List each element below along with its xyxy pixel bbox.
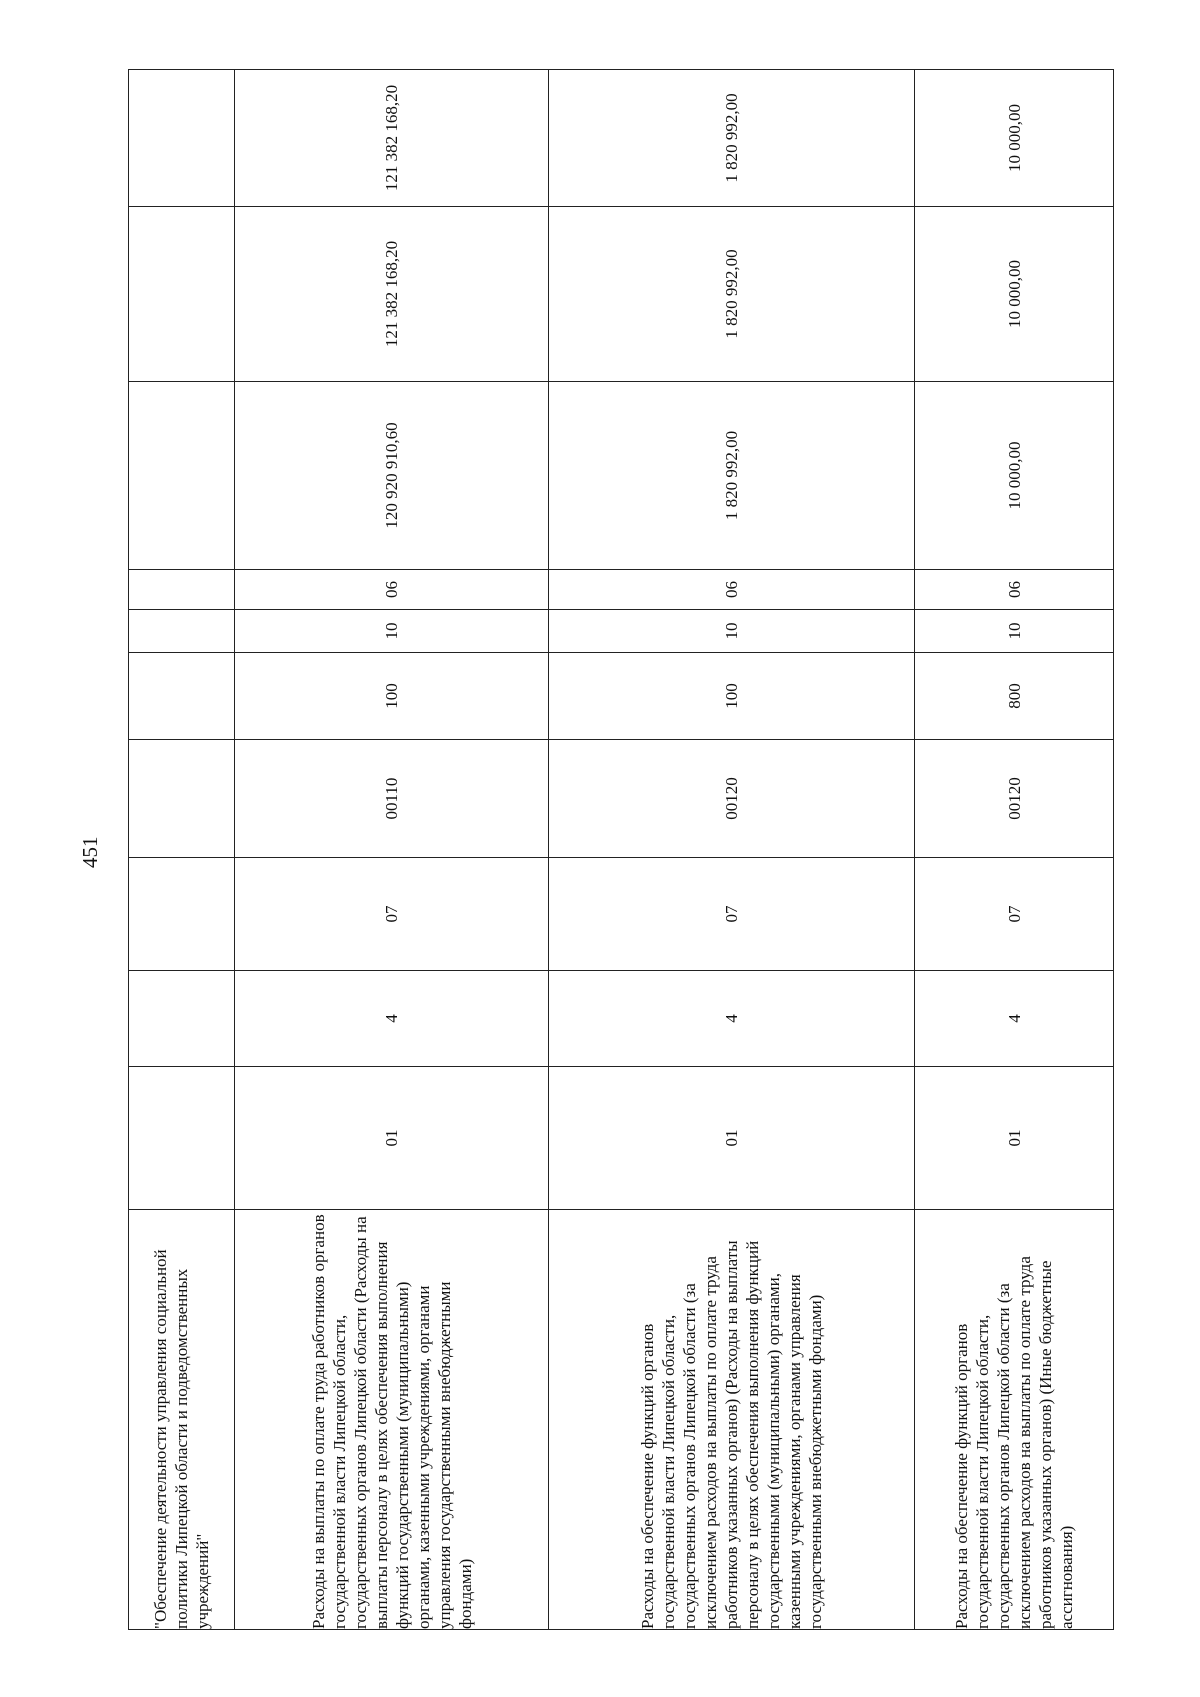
cell-subsection: 06 xyxy=(915,570,1114,610)
cell-description: Расходы на обеспечение функций органов государственной власти Липецкой области, государственных органов Липецкой области (за исключением расходов на выплаты по оплате труда работников указанных органов) (Расходы на выплаты персоналу в целях обеспечения выполнения функций государственными (муниципальными) органами, казенными учреждениями, органами управления государственными внебюджетными фондами) xyxy=(549,1210,915,1630)
cell-subprogram xyxy=(129,971,235,1067)
cell-subprogram: 4 xyxy=(915,971,1114,1067)
cell-main-event: 07 xyxy=(915,858,1114,971)
cell-section: 10 xyxy=(549,610,915,653)
cell-direction: 00120 xyxy=(549,740,915,858)
cell-expense-type: 100 xyxy=(549,653,915,740)
cell-program: 01 xyxy=(915,1067,1114,1210)
cell-amount-3: 10 000,00 xyxy=(915,70,1114,207)
cell-section: 10 xyxy=(915,610,1114,653)
cell-amount-1: 1 820 992,00 xyxy=(549,382,915,570)
cell-amount-1 xyxy=(129,382,235,570)
cell-direction: 00110 xyxy=(235,740,549,858)
cell-amount-2 xyxy=(129,207,235,382)
table-row xyxy=(915,70,1114,1630)
cell-description: Расходы на обеспечение функций органов государственной власти Липецкой области, государственных органов Липецкой области (за исключением расходов на выплаты по оплате труда работников указанных органов) (Иные бюджетные ассигнования) xyxy=(915,1210,1114,1630)
cell-amount-2: 121 382 168,20 xyxy=(235,207,549,382)
cell-main-event: 07 xyxy=(549,858,915,971)
cell-main-event: 07 xyxy=(235,858,549,971)
cell-direction xyxy=(129,740,235,858)
cell-subsection xyxy=(129,570,235,610)
table-row xyxy=(549,70,915,1630)
cell-section xyxy=(129,610,235,653)
cell-subprogram: 4 xyxy=(549,971,915,1067)
cell-amount-1: 10 000,00 xyxy=(915,382,1114,570)
cell-expense-type: 800 xyxy=(915,653,1114,740)
cell-amount-3: 1 820 992,00 xyxy=(549,70,915,207)
cell-program: 01 xyxy=(235,1067,549,1210)
table-row xyxy=(129,70,235,1630)
table-row xyxy=(235,70,549,1630)
cell-section: 10 xyxy=(235,610,549,653)
table-body xyxy=(129,70,1114,1630)
cell-expense-type: 100 xyxy=(235,653,549,740)
cell-amount-1: 120 920 910,60 xyxy=(235,382,549,570)
cell-amount-3 xyxy=(129,70,235,207)
cell-subsection: 06 xyxy=(549,570,915,610)
cell-amount-2: 10 000,00 xyxy=(915,207,1114,382)
cell-subsection: 06 xyxy=(235,570,549,610)
rotated-table-container xyxy=(128,70,1113,1630)
cell-main-event xyxy=(129,858,235,971)
cell-subprogram: 4 xyxy=(235,971,549,1067)
cell-amount-3: 121 382 168,20 xyxy=(235,70,549,207)
cell-program: 01 xyxy=(549,1067,915,1210)
cell-program xyxy=(129,1067,235,1210)
cell-expense-type xyxy=(129,653,235,740)
page-number: 451 xyxy=(78,836,102,868)
cell-description: "Обеспечение деятельности управления социальной политики Липецкой области и подведомственных учреждений" xyxy=(129,1210,235,1630)
cell-amount-2: 1 820 992,00 xyxy=(549,207,915,382)
cell-direction: 00120 xyxy=(915,740,1114,858)
cell-description: Расходы на выплаты по оплате труда работников органов государственной власти Липецкой области, государственных органов Липецкой области (Расходы на выплаты персоналу в целях обеспечения выполнения функций государственными (муниципальными) органами, казенными учреждениями, органами управления государственными внебюджетными фондами) xyxy=(235,1210,549,1630)
budget-table xyxy=(128,69,1114,1630)
